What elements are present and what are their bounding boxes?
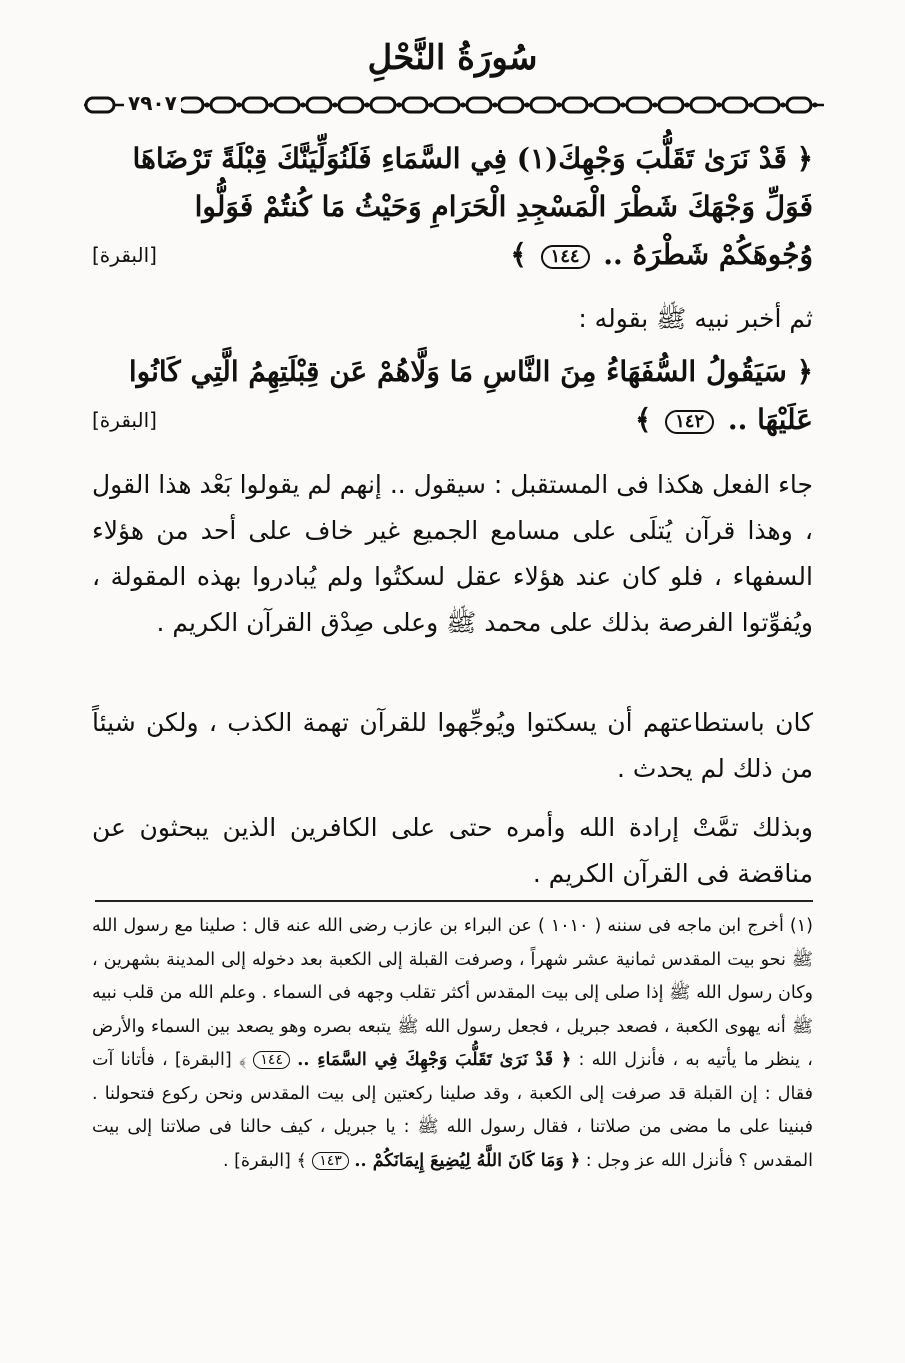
ornament-dot — [365, 103, 370, 108]
ornament-dot — [749, 103, 754, 108]
ornament-link — [787, 98, 811, 112]
verse-quote-1 — [92, 135, 813, 279]
ornament-link — [339, 98, 363, 112]
ornament-dot — [269, 103, 274, 108]
ornament-link — [371, 98, 395, 112]
ornament-link — [467, 98, 491, 112]
verse-close-bracket: ﴾ — [510, 238, 527, 271]
ornament-link — [563, 98, 587, 112]
verse-text: ﴿ سَيَقُولُ السُّفَهَاءُ مِنَ النَّاسِ مَا وَلَّاهُمْ عَن قِبْلَتِهِمُ الَّتِي كَانُوا عَلَيْهَا .. — [128, 355, 813, 436]
ornament-dot — [461, 103, 466, 108]
ornament-dot — [653, 103, 658, 108]
ornament-dot — [685, 103, 690, 108]
ornament-dot — [493, 103, 498, 108]
ornament-dot — [589, 103, 594, 108]
ornament-dot — [781, 103, 786, 108]
verse-close-bracket: ﴾ — [634, 403, 652, 436]
ornament-dot — [205, 103, 210, 108]
ornament-link — [627, 98, 651, 112]
ayah-number: ١٤٣ — [312, 1152, 349, 1170]
intro-line: ثم أخبر نبيه ﷺ بقوله : — [578, 304, 813, 333]
ornament-dot — [397, 103, 402, 108]
ornament-link — [531, 98, 555, 112]
ornamental-header-band — [84, 90, 824, 120]
ornament-dot — [429, 103, 434, 108]
ornament-link — [691, 98, 715, 112]
verse-text: ﴿ قَدْ نَرَىٰ تَقَلُّبَ وَجْهِكَ(١) فِي السَّمَاءِ فَلَنُوَلِّيَنَّكَ قِبْلَةً تَرْضَاهَا فَوَلِّ وَجْهَكَ شَطْرَ الْمَسْجِدِ الْحَرَامِ وَحَيْثُ مَا كُنتُمْ فَوَلُّوا وُجُوهَكُمْ شَطْرَهُ .. — [132, 142, 813, 271]
page-number: ٧٩٠٧ — [124, 91, 181, 115]
ornament-dot — [557, 103, 562, 108]
ornament-dot — [301, 103, 306, 108]
surah-reference: [البقرة] — [92, 408, 157, 432]
ornament-link — [499, 98, 523, 112]
paragraph: وبذلك تمَّتْ إرادة الله وأمره حتى على الكافرين الذين يبحثون عن مناقضة فى القرآن الكريم . — [92, 813, 813, 888]
footnote-quote: ﴿ وَمَا كَانَ اللَّهُ لِيُضِيعَ إِيمَانَكُمْ .. — [354, 1150, 581, 1171]
ornament-link — [659, 98, 683, 112]
ornament-link — [211, 98, 235, 112]
footnote — [92, 910, 813, 1178]
paragraph: جاء الفعل هكذا فى المستقبل : سيقول .. إنهم لم يقولوا بَعْد هذا القول ، وهذا قرآن يُتلَى على مسامع الجميع غير خاف على أحد من هؤلاء السفهاء ، فلو كان عند هؤلاء عقل لسكتُوا ولم يُبادروا بهذه المقولة ، ويُفوِّتوا الفرصة بذلك على محمد ﷺ وعلى صِدْق القرآن الكريم . — [92, 470, 813, 637]
ornament-link — [595, 98, 619, 112]
ornament-link — [755, 98, 779, 112]
ornament-dot — [237, 103, 242, 108]
ornament-dot — [621, 103, 626, 108]
ornament-link — [723, 98, 747, 112]
footnote-quote: ﴿ قَدْ نَرَىٰ تَقَلُّبَ وَجْهِكَ فِي السَّمَاءِ .. — [297, 1050, 572, 1070]
footnote-text: ﴾ [البقرة] . — [222, 1150, 307, 1171]
ayah-number: ١٤٢ — [665, 410, 714, 434]
ornament-link — [435, 98, 459, 112]
verse-quote-2 — [92, 348, 813, 444]
surah-reference: [البقرة] — [92, 243, 157, 267]
ayah-number: ١٤٤ — [541, 245, 590, 269]
footnote-text: ﴾ [البقرة] ، فأتانا آت فقال : إن القبلة قد صرفت إلى الكعبة ، وقد صلينا ركعتين إلى بيت المقدس ونحن ركوع فتحولنا . فبنينا على ما مضى من صلاتنا ، فقال رسول الله ﷺ : يا جبريل ، كيف حالنا فى صلاتنا إلى بيت المقدس ؟ فأنزل الله عز وجل : — [92, 1050, 813, 1171]
ornament-link — [179, 98, 203, 112]
ornament-link — [307, 98, 331, 112]
ayah-number: ١٤٤ — [253, 1051, 290, 1069]
footnote-separator — [95, 900, 813, 902]
paragraph: كان باستطاعتهم أن يسكتوا ويُوجِّهوا للقرآن تهمة الكذب ، ولكن شيئاً من ذلك لم يحدث . — [92, 708, 813, 783]
ornament-dot — [717, 103, 722, 108]
ornament-dot — [333, 103, 338, 108]
surah-title: سُورَةُ النَّحْلِ — [367, 38, 538, 78]
footnote-text: (١) أخرج ابن ماجه فى سننه ( ١٠١٠ ) عن البراء بن عازب رضى الله عنه قال : صلينا مع رسول الله ﷺ نحو بيت المقدس ثمانية عشر شهراً ، وصرفت القبلة إلى الكعبة بعد دخوله إلى المدينة بشهرين ، وكان رسول الله ﷺ إذا صلى إلى بيت المقدس أكثر تقلب وجهه فى السماء . وعلم الله من قلب نبيه ﷺ أنه يهوى الكعبة ، فصعد جبريل ، فجعل رسول الله ﷺ يتبعه بصره وهو يصعد بين السماء والأرض ، ينظر ما يأتيه به ، فأنزل الله : — [92, 916, 813, 1070]
ornament-link — [403, 98, 427, 112]
ornament-dot — [525, 103, 530, 108]
ornament-link — [86, 98, 114, 112]
ornament-dot — [813, 103, 818, 108]
ornament-link — [243, 98, 267, 112]
ornament-link — [275, 98, 299, 112]
